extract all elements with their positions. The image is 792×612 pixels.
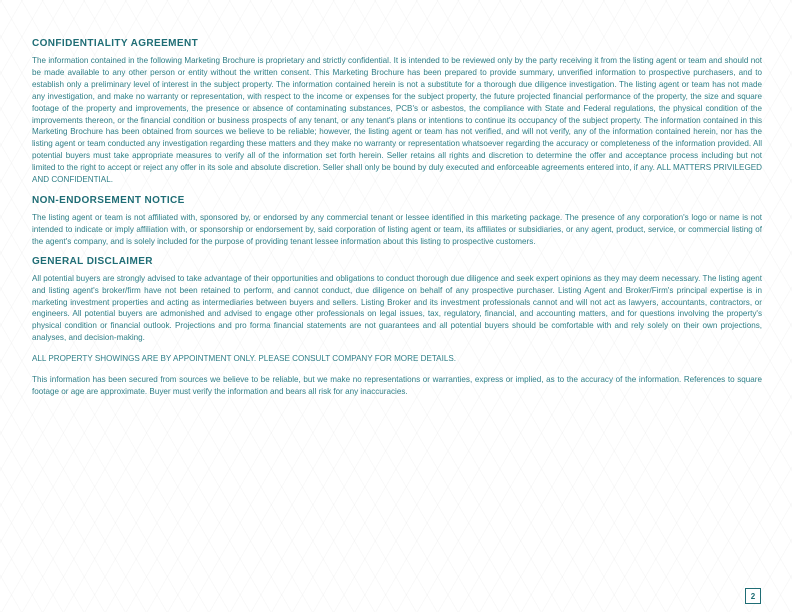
document-page xyxy=(32,38,762,398)
accuracy-notice: This information has been secured from sources we believe to be reliable, but we make no representations or warranties, express or implied, as to the accuracy of the information. References to square footage or age are approximate. Buyer must verify the information and bears all risk for any inaccuracies. xyxy=(32,375,762,396)
showings-notice: ALL PROPERTY SHOWINGS ARE BY APPOINTMENT ONLY. PLEASE CONSULT COMPANY FOR MORE DETAILS. xyxy=(32,354,456,364)
general-disclaimer-body: All potential buyers are strongly advised to take advantage of their opportunities and obligations to conduct thorough due diligence and seek expert opinions as they may deem necessary. The listing agent and listing agent's broker/firm have not been retained to perform, and cannot conduct, due diligence on behalf of any prospective purchaser. Listing Agent and Broker/Firm's principal expertise is in marketing investment properties and acting as intermediaries between buyers and sellers. Listing Broker and its investment professionals cannot and will not act as lawyers, accountants, contractors, or engineers. All potential buyers are admonished and advised to engage other professionals on legal issues, tax, regulatory, financial, and accounting matters, and for questions involving the property's physical condition or financial outlook. Projections and pro forma financial statements are not guarantees and all potential buyers should be comfortable with and rely solely on their own projections, analyses, and decision-making. xyxy=(32,273,762,343)
confidentiality-body: The information contained in the following Marketing Brochure is proprietary and strictly confidential. It is intended to be reviewed only by the party receiving it from the listing agent or team and should not be made available to any other person or entity without the written consent. This Marketing Brochure has been prepared to provide summary, unverified information to prospective purchasers, and to establish only a preliminary level of interest in the subject property. The information contained herein is not a substitute for a thorough due diligence investigation. The listing agent or team has not made any investigation, and make no warranty or representation, with respect to the income or expenses for the subject property, the future projected financial performance of the property, the size and square footage of the property and improvements, the presence or absence of contaminating substances, PCB's or asbestos, the compliance with State and Federal regulations, the physical condition of the improvements thereon, or the financial condition or business prospects of any tenant, or any tenant's plans or intentions to continue its occupancy of the subject property. The information contained in this Marketing Brochure has been obtained from sources we believe to be reliable; however, the listing agent or team has not verified, and will not verify, any of the information contained herein, nor has the listing agent or team conducted any investigation regarding these matters and they make no warranty or representation whatsoever regarding the accuracy or completeness of the information provided. All potential buyers must take appropriate measures to verify all of the information set forth herein. Seller retains all rights and discretion to determine the offer and acceptance process including but not limited to the right to accept or reject any offer in its sole and absolute discretion. Seller shall only be bound by duly executed and enforceable agreements entered into, if any. ALL MATTERS PRIVILEGED AND CONFIDENTIAL. xyxy=(32,56,762,185)
page-number: 2 xyxy=(745,588,761,604)
non-endorsement-heading: NON-ENDORSEMENT NOTICE xyxy=(32,194,185,206)
non-endorsement-body: The listing agent or team is not affiliated with, sponsored by, or endorsed by any commercial tenant or lessee identified in this marketing package. The presence of any corporation's logo or name is not intended to indicate or imply affiliation with, or sponsorship or endorsement by, said corporation of listing agent or team, its affiliates or subsidiaries, or any agent, product, service, or commercial listing of the agent's company, and is solely included for the purpose of providing tenant lessee information about this listing to prospective customers. xyxy=(32,212,762,246)
general-disclaimer-section xyxy=(32,256,762,398)
general-disclaimer-heading: GENERAL DISCLAIMER xyxy=(32,255,153,267)
confidentiality-heading: CONFIDENTIALITY AGREEMENT xyxy=(32,38,199,49)
confidentiality-section xyxy=(32,38,762,186)
non-endorsement-section xyxy=(32,195,762,248)
